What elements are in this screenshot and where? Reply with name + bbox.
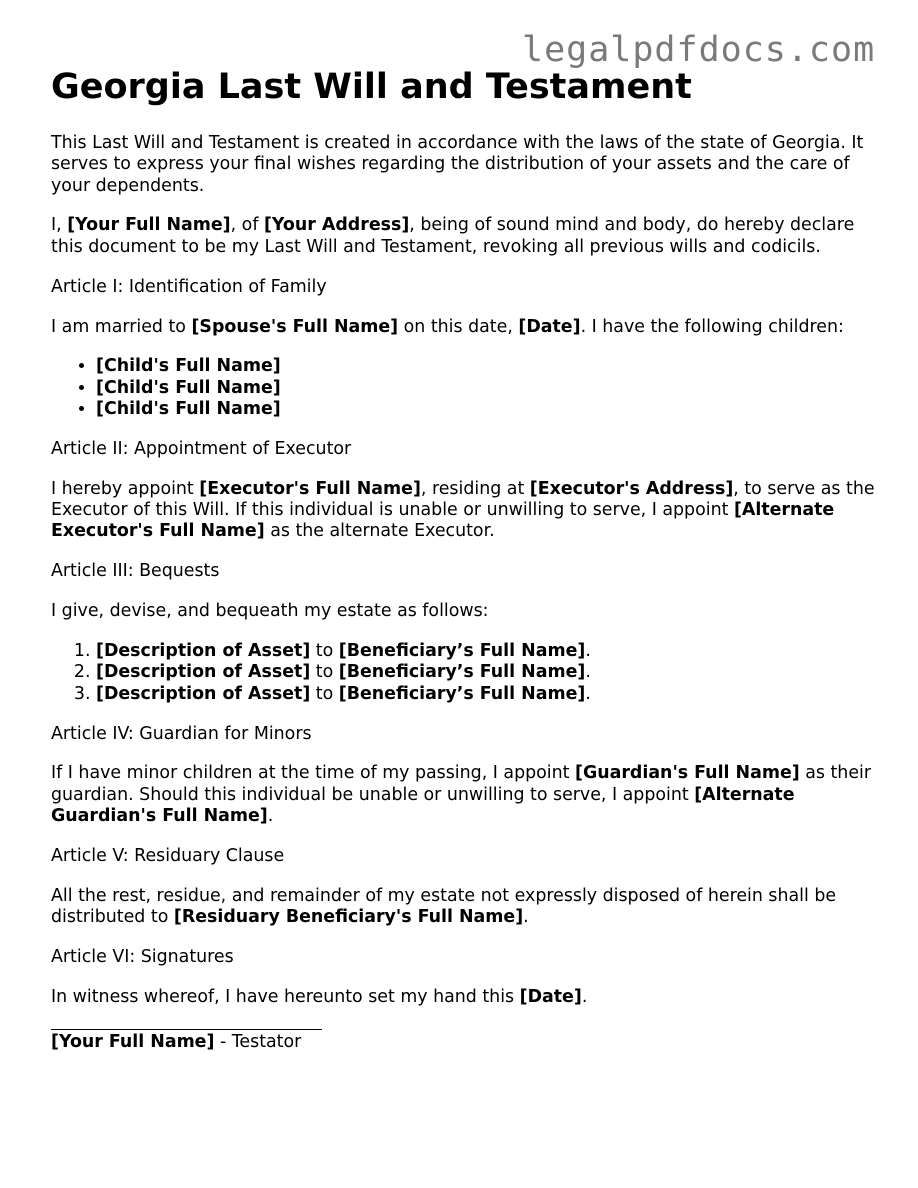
article-1-heading: Article I: Identification of Family xyxy=(51,276,327,297)
beneficiary-field: [Beneficiary’s Full Name] xyxy=(338,641,586,662)
text: . I have the following children: xyxy=(580,316,844,337)
text: , to serve as the Executor of this Will. If this individual is unable or unwilling to serve, I appoint xyxy=(51,478,875,521)
signer-name-field: [Your Full Name] xyxy=(51,1032,215,1053)
list-item xyxy=(96,641,881,662)
article-2-heading: Article II: Appointment of Executor xyxy=(51,438,352,459)
document-body xyxy=(51,133,881,1054)
asset-field: [Description of Asset] xyxy=(96,683,311,704)
child-name-field: [Child's Full Name] xyxy=(96,377,281,398)
text: to xyxy=(310,641,339,662)
testator-address-field: [Your Address] xyxy=(263,215,410,236)
executor-name-field: [Executor's Full Name] xyxy=(199,478,421,499)
article-3-heading: Article III: Bequests xyxy=(51,561,220,582)
guardian-paragraph xyxy=(51,763,881,827)
alternate-guardian-field: [Alternate Guardian's Full Name] xyxy=(51,784,795,827)
beneficiary-field: [Beneficiary’s Full Name] xyxy=(338,683,586,704)
article-6-heading: Article VI: Signatures xyxy=(51,947,234,968)
marriage-date-field: [Date] xyxy=(518,316,581,337)
text: . xyxy=(585,683,591,704)
text: . xyxy=(267,806,274,827)
list-item xyxy=(96,378,881,399)
guardian-name-field: [Guardian's Full Name] xyxy=(575,763,800,784)
residuary-paragraph xyxy=(51,886,881,929)
watermark: legalpdfdocs.com xyxy=(522,30,876,70)
article-4-heading: Article IV: Guardian for Minors xyxy=(51,723,312,744)
text: I am married to xyxy=(51,316,192,337)
bequests-intro: I give, devise, and bequeath my estate as follows: xyxy=(51,601,489,622)
residuary-beneficiary-field: [Residuary Beneficiary's Full Name] xyxy=(173,907,524,928)
signer-role: - Testator xyxy=(214,1032,302,1053)
text: I, xyxy=(51,215,68,236)
text: on this date, xyxy=(398,316,519,337)
list-item xyxy=(96,684,881,705)
executor-paragraph xyxy=(51,479,881,543)
text: . xyxy=(523,907,529,928)
page-title: Georgia Last Will and Testament xyxy=(51,67,692,107)
bequests-list xyxy=(51,641,881,705)
list-item xyxy=(96,399,881,420)
intro-paragraph: This Last Will and Testament is created in accordance with the laws of the state of Georgia. It serves to express your final wishes regarding the distribution of your assets and the care of your dependents. xyxy=(51,133,864,196)
beneficiary-field: [Beneficiary’s Full Name] xyxy=(338,662,586,683)
child-name-field: [Child's Full Name] xyxy=(96,356,281,377)
text: , residing at xyxy=(420,478,530,499)
text: , being of sound mind and body, do hereby declare this document to be my Last Will and Testament, revoking all previous wills and codicils. xyxy=(51,215,855,257)
text: . xyxy=(585,662,591,683)
signing-date-field: [Date] xyxy=(519,986,582,1007)
signature-line xyxy=(51,1029,322,1030)
declaration-paragraph xyxy=(51,215,881,258)
text: as their guardian. Should this individual be unable or unwilling to serve, I appoint xyxy=(51,763,871,805)
testator-name-field: [Your Full Name] xyxy=(67,215,231,236)
text: All the rest, residue, and remainder of my estate not expressly disposed of herein shall be distributed to xyxy=(51,885,837,928)
family-paragraph xyxy=(51,317,881,338)
children-list xyxy=(51,356,881,420)
list-item xyxy=(96,356,881,377)
article-5-heading: Article V: Residuary Clause xyxy=(51,845,285,866)
signer-caption xyxy=(51,1032,881,1053)
spouse-name-field: [Spouse's Full Name] xyxy=(191,316,399,337)
text: If I have minor children at the time of my passing, I appoint xyxy=(51,763,575,784)
executor-address-field: [Executor's Address] xyxy=(529,478,734,499)
child-name-field: [Child's Full Name] xyxy=(96,399,281,420)
witness-paragraph xyxy=(51,987,881,1008)
text: I hereby appoint xyxy=(51,478,200,499)
asset-field: [Description of Asset] xyxy=(96,641,311,662)
signature-block xyxy=(51,1029,881,1053)
alternate-executor-field: [Alternate Executor's Full Name] xyxy=(51,500,835,542)
text: to xyxy=(310,683,339,704)
list-item xyxy=(96,662,881,683)
text: , of xyxy=(230,215,264,236)
asset-field: [Description of Asset] xyxy=(96,662,311,683)
text: . xyxy=(581,986,588,1007)
text: as the alternate Executor. xyxy=(264,521,495,542)
text: . xyxy=(585,641,591,662)
text: In witness whereof, I have hereunto set my hand this xyxy=(51,986,520,1007)
text: to xyxy=(310,662,339,683)
